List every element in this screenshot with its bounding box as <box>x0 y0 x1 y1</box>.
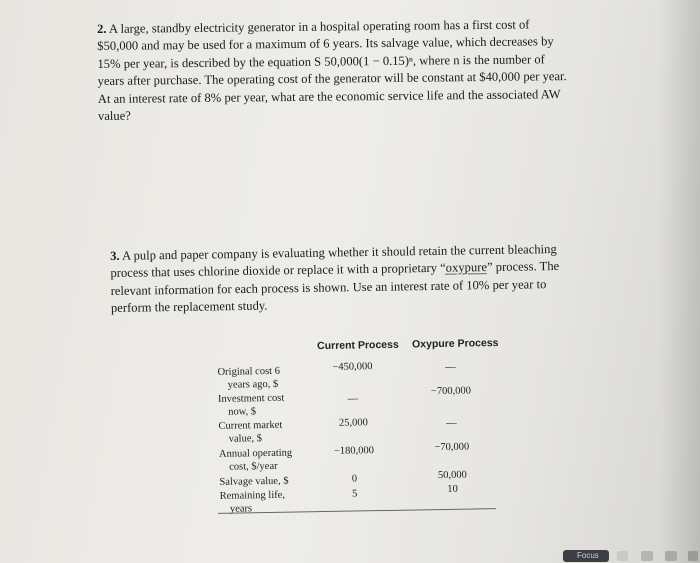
system-tray <box>555 550 700 563</box>
row-labels <box>217 364 312 516</box>
cell-current-market-value: 25,000 <box>338 417 368 429</box>
screen-icon[interactable] <box>641 551 653 561</box>
process-table <box>212 337 497 527</box>
page-edge-shadow <box>660 0 700 563</box>
problem-2-number: 2. <box>97 21 107 36</box>
cell-current-annual-operating: −180,000 <box>333 445 375 457</box>
row-label-annual-operating: Annual operating cost, $/year <box>218 447 293 474</box>
problem-3 <box>110 241 561 318</box>
row-label-current-market: Current market value, $ <box>218 419 283 446</box>
menu-icon[interactable] <box>688 551 698 561</box>
cell-current-salvage-value: 0 <box>351 473 358 485</box>
problem-2-text: A large, standby electricity generator in a hospital operating room has a first cost of $50,000 and may be used for a maximum of 6 years. Its salvage value, which decreases by 15% per year, is described by the equation S 50,000(1 − 0.15)ⁿ, where n is the number of years after purchase. The operating cost of the generator will be constant at $40,000 per year. At an interest rate of 8% per year, what are the economic service life and the associated AW value? <box>97 17 567 124</box>
cell-current-original-cost: −450,000 <box>332 361 373 373</box>
problem-2 <box>97 16 568 125</box>
cell-oxypure-remaining-life: 10 <box>447 483 458 495</box>
problem-3-number: 3. <box>110 248 120 263</box>
header-current-process: Current Process <box>316 338 399 353</box>
cell-oxypure-annual-operating: −70,000 <box>434 441 470 454</box>
cell-current-remaining-life: 5 <box>351 488 358 500</box>
row-label-remaining-life: Remaining life, years <box>219 489 286 516</box>
cell-oxypure-investment-cost: −700,000 <box>430 385 472 398</box>
problem-3-text-before: A pulp and paper company is evaluating whether it should retain the current bleaching process that uses chlorine dioxide or replace it with a proprietary “ <box>110 241 557 281</box>
row-label-salvage-value: Salvage value, $ <box>219 475 289 488</box>
grid-icon[interactable] <box>617 551 628 561</box>
cell-oxypure-market-value: — <box>446 417 457 429</box>
row-label-original-cost: Original cost 6 years ago, $ <box>217 365 281 392</box>
row-label-investment-cost: Investment cost now, $ <box>217 392 285 419</box>
focus-button[interactable]: Focus <box>563 550 609 562</box>
problem-3-underlined-word: oxypure <box>445 260 488 276</box>
cell-oxypure-salvage-value: 50,000 <box>437 469 467 482</box>
cell-current-investment-cost: — <box>347 393 359 405</box>
problem-3-text-after: ” process. The relevant information for each process is shown. Use an interest rate of 10% per year to perform the replacement study. <box>110 259 560 316</box>
text-icon[interactable] <box>665 551 677 561</box>
cell-oxypure-original-cost: — <box>445 361 456 373</box>
header-oxypure-process: Oxypure Process <box>411 337 499 351</box>
